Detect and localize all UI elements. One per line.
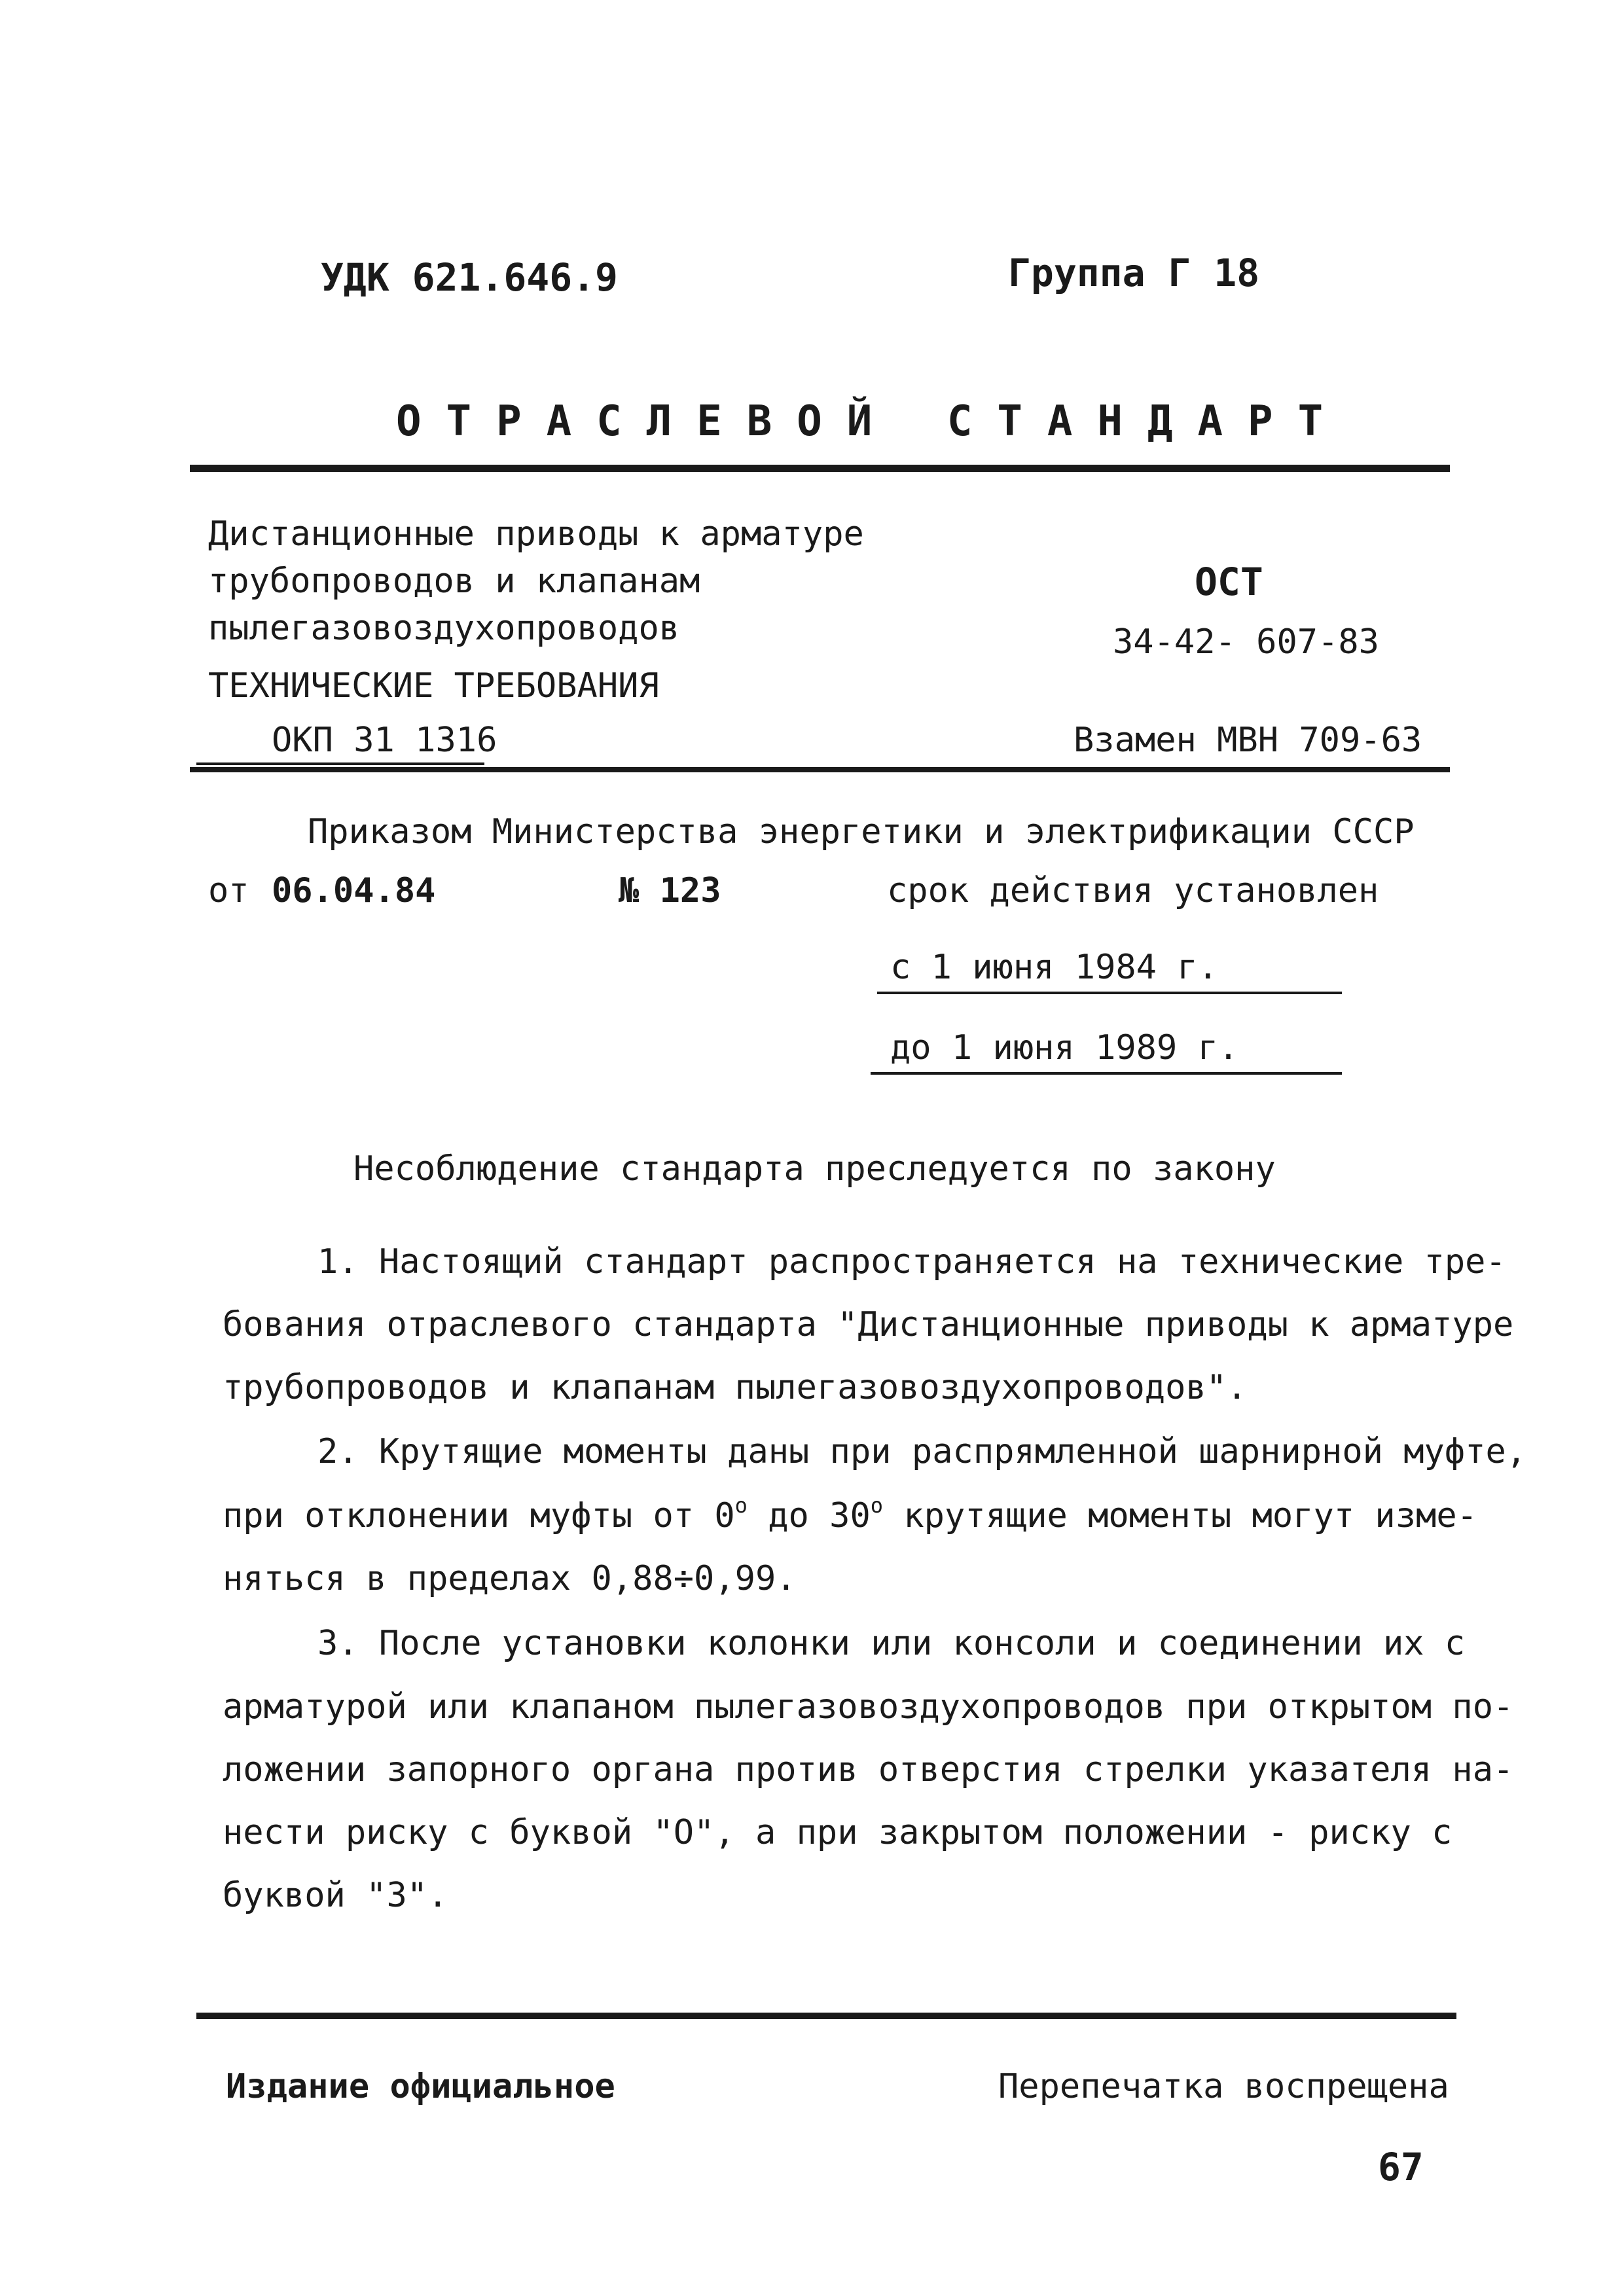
valid-from: с 1 июня 1984 г. [890, 948, 1218, 987]
order-number: № 123 [619, 871, 721, 910]
para-2-line-2 [223, 1493, 1477, 1535]
top-rule [190, 465, 1450, 472]
legal-notice: Несоблюдение стандарта преследуется по закону [353, 1149, 1276, 1189]
order-line: Приказом Министерства энергетики и электрификации СССР [308, 812, 1415, 852]
para-3-line-3: ложении запорного органа против отверстия стрелки указателя на- [223, 1750, 1514, 1789]
standard-name-line-2: трубопроводов и клапанам [208, 562, 700, 601]
standard-name-line-1: Дистанционные приводы к арматуре [208, 514, 864, 554]
standard-name-line-3: пылегазовоздухопроводов [208, 609, 680, 648]
para-1-line-2: бования отраслевого стандарта "Дистанционные приводы к арматуре [223, 1305, 1514, 1344]
degree-sign-1: о [734, 1493, 748, 1518]
para-3-line-4: нести риску с буквой "О", а при закрытом положении - риску с [223, 1813, 1453, 1852]
order-date: 06.04.84 [272, 871, 436, 910]
reprint-notice: Перепечатка воспрещена [998, 2067, 1449, 2106]
group-code: Группа Г 18 [1008, 251, 1260, 295]
official-edition: Издание официальное [226, 2067, 615, 2106]
page-number: 67 [1378, 2145, 1424, 2189]
para-3-line-5: буквой "З". [223, 1876, 448, 1915]
udk-code: УДК 621.646.9 [321, 255, 618, 300]
para-1-line-1: 1. Настоящий стандарт распространяется на технические тре- [317, 1242, 1506, 1282]
standard-subtitle: ТЕХНИЧЕСКИЕ ТРЕБОВАНИЯ [208, 666, 659, 706]
okp-underline [196, 762, 484, 765]
okp-code: ОКП 31 1316 [272, 721, 497, 760]
valid-to-underline [871, 1072, 1342, 1075]
replaces-note: Взамен МВН 709-63 [1074, 721, 1422, 760]
middle-rule [190, 767, 1450, 772]
validity-label: срок действия установлен [887, 871, 1379, 910]
bottom-rule [196, 2013, 1456, 2019]
para-2-line-2-part-a: при отклонении муфты от 0 [223, 1496, 735, 1535]
valid-to: до 1 июня 1989 г. [890, 1028, 1239, 1067]
para-2-line-2-part-b: до 30 [747, 1496, 871, 1535]
standard-designation: ОСТ [1195, 560, 1263, 604]
para-2-line-1: 2. Крутящие моменты даны при распрямленной шарнирной муфте, [317, 1432, 1527, 1471]
standard-number: 34-42- 607-83 [1113, 622, 1379, 662]
para-2-line-2-part-c: крутящие моменты могут изме- [883, 1496, 1477, 1535]
para-3-line-1: 3. После установки колонки или консоли и соединении их с [317, 1624, 1466, 1663]
document-title: ОТРАСЛЕВОЙ СТАНДАРТ [396, 397, 1348, 446]
para-2-line-3: няться в пределах 0,88÷0,99. [223, 1559, 797, 1598]
valid-from-underline [877, 992, 1342, 994]
para-1-line-3: трубопроводов и клапанам пылегазовоздухопроводов". [223, 1368, 1248, 1407]
para-3-line-2: арматурой или клапаном пылегазовоздухопроводов при открытом по- [223, 1687, 1514, 1727]
order-from-label: от [208, 871, 249, 910]
degree-sign-2: о [870, 1493, 884, 1518]
